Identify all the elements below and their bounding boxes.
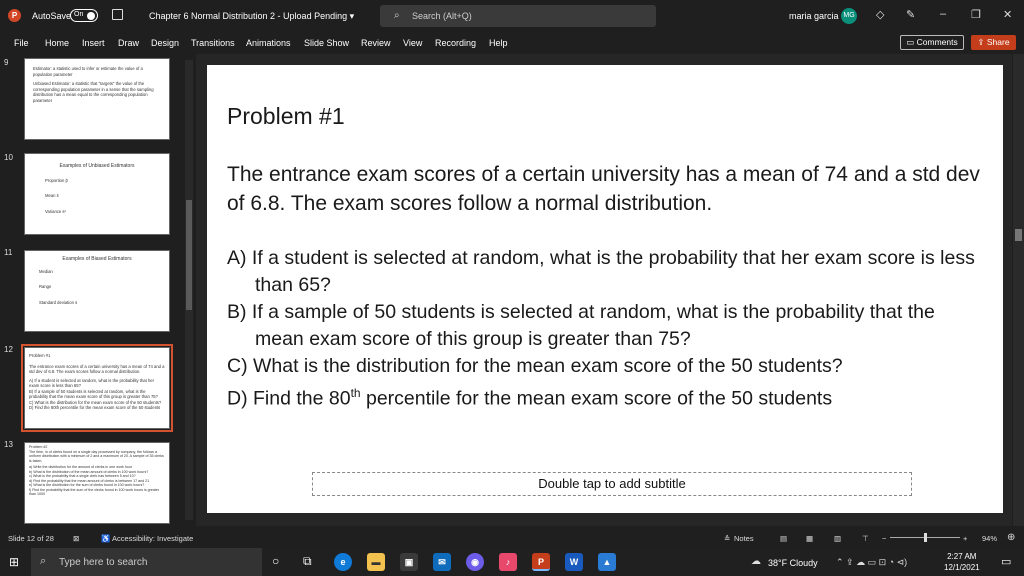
close-icon[interactable]: ✕	[1003, 9, 1013, 21]
share-label: Share	[986, 37, 1010, 47]
slide-sorter-icon[interactable]: ▦	[806, 534, 814, 543]
slide-thumbnail-11[interactable]	[24, 250, 170, 332]
normal-view-icon[interactable]: ▤	[780, 534, 788, 543]
word-icon[interactable]: W	[565, 553, 583, 571]
slide-indicator: Slide 12 of 28	[8, 534, 54, 543]
list-item: C) What is the distribution for the mean exam score of the 50 students?	[227, 355, 843, 377]
thumbnail-text: c) What is the probability that a single clerk has between 5 and 10?	[29, 474, 136, 478]
clock-date: 12/1/2021	[944, 563, 980, 572]
thumbnail-text: e) What is the distribution for the sum of clerks found in 100 work hours?	[29, 483, 145, 487]
thumbnail-text: b) What is the distribution of the mean amount of clerks in 100 work hours?	[29, 469, 149, 474]
document-title[interactable]: Chapter 6 Normal Distribution 2 - Upload Pending ▾	[149, 11, 355, 21]
thumbnail-text: C) What is the distribution for the mean exam score of the 50 students?	[29, 399, 162, 405]
thumbnail-text: Median	[39, 268, 53, 274]
tab-design[interactable]: Design	[151, 38, 180, 48]
tab-draw[interactable]: Draw	[118, 38, 140, 48]
pen-icon[interactable]: ✎	[906, 9, 916, 21]
fit-slide-icon[interactable]: ⊕	[1007, 532, 1016, 543]
cloud-icon: ☁	[751, 556, 761, 567]
thumbnail-text: The entrance exam scores of a certain university has a mean of 74 and a std dev of 6.8. The exam scores follow a normal distribution.	[29, 363, 165, 374]
tab-view[interactable]: View	[403, 38, 423, 48]
thumbnail-text: Variance s²	[45, 208, 66, 214]
slide-thumbnail-10[interactable]	[24, 153, 170, 235]
slide-thumbnail-9[interactable]	[24, 58, 170, 140]
notification-icon[interactable]: ▭	[1001, 556, 1012, 568]
tab-slide-show[interactable]: Slide Show	[304, 38, 350, 48]
edge-icon[interactable]: e	[334, 553, 352, 571]
thumbnail-text: D) Find the 80th percentile for the mean exam score of the 50 students	[29, 405, 161, 410]
autosave-toggle[interactable]	[70, 9, 98, 22]
search-placeholder: Search (Alt+Q)	[412, 11, 472, 21]
thumbnail-number: 11	[4, 248, 13, 257]
clock-time: 2:27 AM	[947, 552, 977, 561]
tab-transitions[interactable]: Transitions	[191, 38, 235, 48]
list-item	[227, 380, 987, 413]
accessibility-status[interactable]: Accessibility: Investigate	[112, 534, 194, 543]
tab-animations[interactable]: Animations	[246, 38, 291, 48]
thumbnail-scrollbar[interactable]	[185, 60, 193, 520]
weather-status[interactable]: 38°F Cloudy	[768, 558, 818, 568]
thumbnail-text: Unbiased Estimator: a statistic that "targets" the value of the corresponding population parameter in a sense that the sampling distribution has a mean equal to the corresponding population parameter	[33, 81, 154, 103]
powerpoint-taskbar-icon[interactable]: P	[532, 553, 550, 571]
item-d-prefix: D) Find the 80	[227, 387, 351, 410]
zoom-level[interactable]: 94%	[982, 534, 998, 543]
thumbnail-text: d) Find the probability that the mean amount of clerks is between 17 and 21	[29, 478, 150, 483]
cortana-icon[interactable]: ○	[272, 554, 280, 568]
slideshow-icon[interactable]: ⊤	[862, 534, 869, 543]
tab-recording[interactable]: Recording	[435, 38, 477, 48]
search-box[interactable]	[380, 5, 656, 27]
subtitle-placeholder[interactable]: Double tap to add subtitle	[312, 472, 912, 496]
ribbon-tabs	[0, 32, 1024, 54]
tab-home[interactable]: Home	[45, 38, 70, 48]
thumbnail-number: 10	[4, 153, 13, 162]
zoom-slider-handle[interactable]	[924, 533, 927, 542]
scrollbar-thumb[interactable]	[186, 200, 192, 310]
windows-taskbar	[0, 548, 1024, 576]
title-bar	[0, 0, 1024, 32]
system-tray-icons[interactable]: ⌃ ⇪ ☁ ▭ ⊡ ◔ ⊲)	[836, 557, 908, 567]
thumbnail-text: Problem #1	[29, 353, 51, 358]
store-icon[interactable]: ▣	[400, 553, 418, 571]
notes-button[interactable]: Notes	[734, 534, 754, 543]
thumbnail-text: Range	[39, 284, 52, 289]
notes-icon[interactable]: ≙	[724, 534, 731, 543]
app-icon[interactable]: ◉	[466, 553, 484, 571]
search-icon: ⌕	[40, 555, 47, 567]
diamond-icon[interactable]: ◇	[876, 9, 885, 21]
autosave-state: On	[74, 11, 84, 18]
item-d-suffix: percentile for the mean exam score of the 50 students	[360, 387, 833, 410]
tab-file[interactable]: File	[14, 38, 29, 48]
thumbnail-text: The time, in of clerks found on a single day processed by company, the follows a uniform distribution with a minimum of 2 and a maximum of 20. A sample of 35 clerks is taken.	[29, 449, 164, 463]
thumbnail-text: Problem #2	[29, 445, 48, 449]
user-name[interactable]: maria garcia	[789, 11, 839, 21]
thumbnail-number: 12	[4, 345, 13, 354]
thumbnail-number: 9	[4, 58, 9, 67]
thumbnail-text: Examples of Unbiased Estimators	[59, 163, 135, 169]
thumbnail-text: Estimator: a statistic used to infer or estimate the value of a population parameter	[33, 66, 143, 77]
autosave-label: AutoSave	[32, 11, 72, 21]
slide-title[interactable]: Problem #1	[227, 103, 345, 129]
powerpoint-logo-icon: P	[8, 9, 21, 22]
thumbnail-text: Mean x̄	[45, 193, 59, 198]
tab-insert[interactable]: Insert	[82, 38, 105, 48]
save-icon[interactable]	[112, 9, 123, 20]
list-item: A) If a student is selected at random, what is the probability that her exam score is less than 65?	[227, 247, 975, 296]
thumbnail-text: Standard deviation s	[39, 299, 78, 305]
minimize-icon[interactable]: –	[940, 8, 947, 20]
thumbnail-number: 13	[4, 440, 13, 449]
task-view-icon[interactable]: ⧉	[303, 554, 312, 568]
slide-body-text[interactable]: The entrance exam scores of a certain university has a mean of 74 and a std dev of 6.8. The exam scores follow a normal distribution.	[227, 163, 980, 215]
thumbnail-text: B) If a sample of 50 students is selected at random, what is the probability that the mean exam score of this group is greater than 75?	[29, 388, 158, 399]
ordinal-suffix: th	[350, 386, 361, 400]
avatar[interactable]: MG	[841, 8, 857, 24]
share-button[interactable]: ⇪ Share	[971, 35, 1016, 50]
file-explorer-icon[interactable]: ▬	[367, 553, 385, 571]
tab-review[interactable]: Review	[361, 38, 391, 48]
toggle-knob	[87, 12, 95, 20]
comments-button[interactable]: ▭ Comments	[900, 35, 964, 50]
zoom-out-icon[interactable]: −	[882, 534, 887, 543]
status-bar	[0, 526, 1024, 548]
windows-start-icon[interactable]: ⊞	[9, 555, 20, 569]
photos-icon[interactable]: ▲	[598, 553, 616, 571]
question-list[interactable]	[227, 245, 987, 413]
scrollbar-thumb[interactable]	[1015, 229, 1022, 241]
slide[interactable]	[207, 65, 1003, 513]
thumbnail-text: f) Find the probability that the sum of the clerks found in 100 work hours is greater than 1000	[29, 487, 160, 496]
taskbar-search[interactable]	[31, 548, 262, 576]
list-item: B) If a sample of 50 students is selected at random, what is the probability that the mean exam score of this group is greater than 75?	[227, 301, 935, 350]
thumbnail-text: Proportion p̂	[45, 177, 68, 183]
clock[interactable]	[944, 551, 980, 573]
spellcheck-icon[interactable]: ⊠	[73, 534, 80, 543]
restore-icon[interactable]: ❐	[971, 9, 981, 21]
thumbnail-text: a) Write the distribution for the amount of clerks in one work hour	[29, 465, 133, 469]
music-icon[interactable]: ♪	[499, 553, 517, 571]
taskbar-search-placeholder: Type here to search	[59, 557, 148, 568]
reading-view-icon[interactable]: ▥	[834, 534, 842, 543]
slide-thumbnail-12[interactable]	[24, 347, 170, 429]
accessibility-icon[interactable]: ♿	[101, 534, 111, 543]
search-icon: ⌕	[394, 10, 400, 21]
thumbnail-text: A) If a student is selected at random, what is the probability that her exam score is less than 65?	[29, 377, 154, 388]
comments-label: Comments	[916, 37, 958, 47]
slide-thumbnail-13[interactable]	[24, 442, 170, 524]
canvas-scrollbar[interactable]	[1013, 54, 1024, 526]
thumbnail-text: Examples of Biased Estimators	[62, 256, 132, 262]
tab-help[interactable]: Help	[489, 38, 508, 48]
zoom-in-icon[interactable]: +	[963, 534, 968, 543]
mail-icon[interactable]: ✉	[433, 553, 451, 571]
